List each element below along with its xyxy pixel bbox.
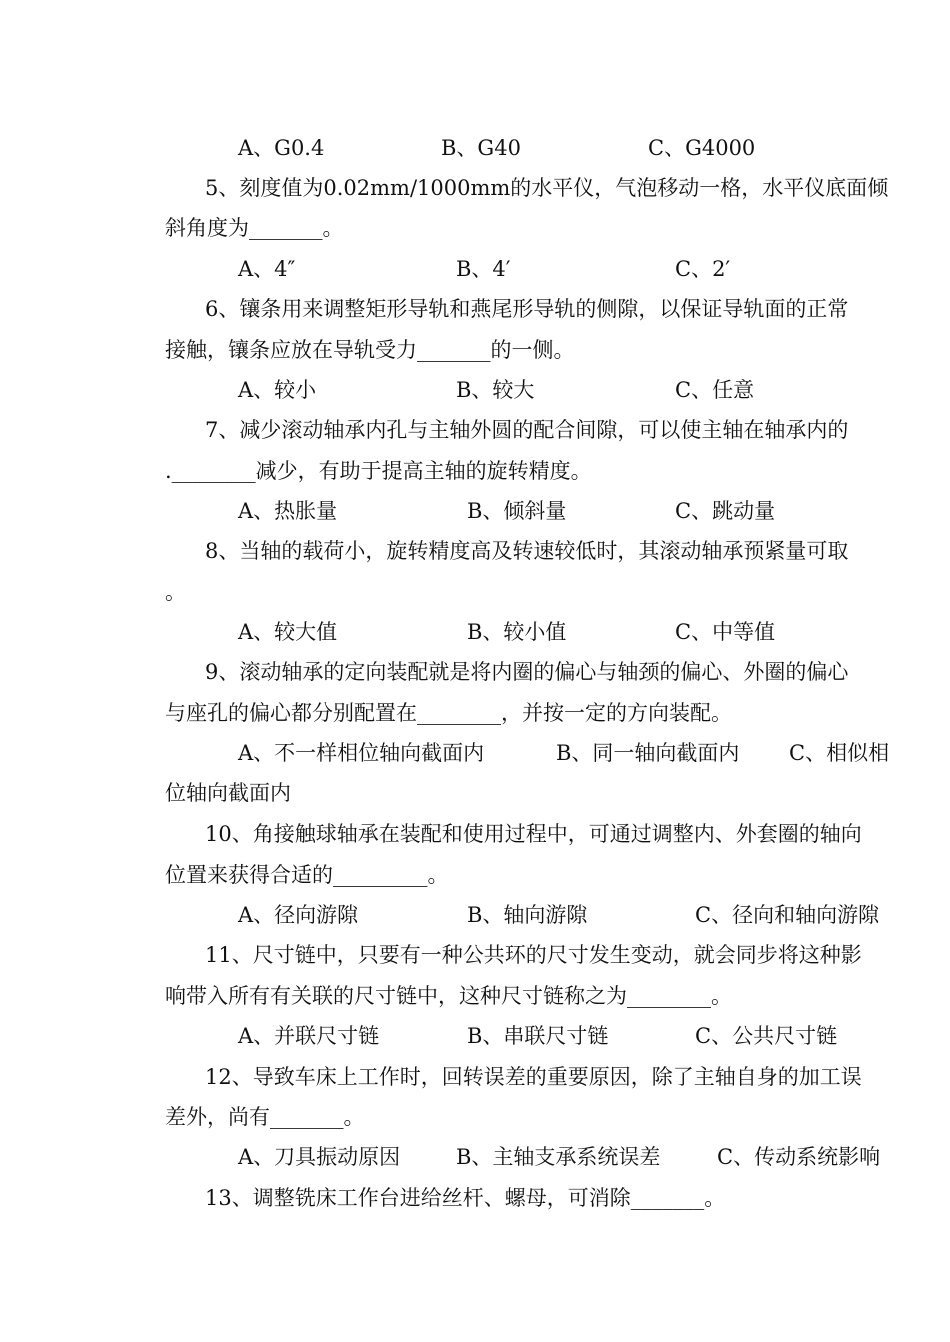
answer-option: B、同一轴向截面内 — [556, 741, 740, 765]
answer-option: A、并联尺寸链 — [238, 1024, 380, 1048]
answer-option: C、径向和轴向游隙 — [695, 903, 880, 927]
answer-options-row — [0, 133, 950, 163]
text-line: 与座孔的偏心都分别配置在________，并按一定的方向装配。 — [165, 701, 732, 725]
answer-option: A、不一样相位轴向截面内 — [238, 741, 485, 765]
text-line: 响带入所有有关联的尺寸链中，这种尺寸链称之为________。 — [165, 984, 732, 1008]
text-line: 接触，镶条应放在导轨受力_______的一侧。 — [165, 338, 575, 362]
answer-option: B、4′ — [456, 257, 511, 281]
answer-options-row — [0, 900, 950, 930]
text-line: 位置来获得合适的_________。 — [165, 863, 449, 887]
text-line: 8、当轴的载荷小，旋转精度高及转速较低时，其滚动轴承预紧量可取 — [205, 539, 849, 563]
text-line: 位轴向截面内 — [165, 781, 291, 805]
answer-option: A、较小 — [238, 378, 317, 402]
answer-options-row — [0, 375, 950, 405]
answer-option: C、公共尺寸链 — [695, 1024, 838, 1048]
answer-option: B、串联尺寸链 — [467, 1024, 609, 1048]
answer-option: A、热胀量 — [238, 499, 338, 523]
answer-option: C、任意 — [675, 378, 755, 402]
answer-options-row — [0, 496, 950, 526]
text-line: 11、尺寸链中，只要有一种公共环的尺寸发生变动，就会同步将这种影 — [205, 943, 862, 967]
answer-option: C、跳动量 — [675, 499, 776, 523]
text-line: 10、角接触球轴承在装配和使用过程中，可通过调整内、外套圈的轴向 — [205, 822, 862, 846]
text-line: 6、镶条用来调整矩形导轨和燕尾形导轨的侧隙，以保证导轨面的正常 — [205, 297, 849, 321]
text-line: .________减少，有助于提高主轴的旋转精度。 — [165, 459, 592, 483]
answer-option: A、较大值 — [238, 620, 338, 644]
answer-option: C、相似相 — [789, 741, 890, 765]
text-line: 。 — [165, 580, 186, 604]
answer-option: A、径向游隙 — [238, 903, 359, 927]
answer-option: B、较大 — [456, 378, 535, 402]
text-line: 9、滚动轴承的定向装配就是将内圈的偏心与轴颈的偏心、外圈的偏心 — [205, 660, 849, 684]
text-line: 13、调整铣床工作台进给丝杆、螺母，可消除_______。 — [205, 1186, 726, 1210]
answer-option: A、刀具振动原因 — [238, 1145, 401, 1169]
text-line: 斜角度为_______。 — [165, 216, 344, 240]
answer-option: B、轴向游隙 — [467, 903, 588, 927]
text-line: 差外，尚有_______。 — [165, 1105, 365, 1129]
answer-option: B、G40 — [441, 136, 521, 160]
answer-options-row — [0, 617, 950, 647]
answer-option: B、较小值 — [467, 620, 567, 644]
answer-option: C、传动系统影响 — [717, 1145, 881, 1169]
answer-option: A、G0.4 — [238, 136, 325, 160]
answer-options-row — [0, 1021, 950, 1051]
text-line: 5、刻度值为0.02mm/1000mm的水平仪，气泡移动一格，水平仪底面倾 — [205, 176, 889, 200]
answer-options-row — [0, 738, 950, 768]
text-line: 7、减少滚动轴承内孔与主轴外圆的配合间隙，可以使主轴在轴承内的 — [205, 418, 849, 442]
text-line: 12、导致车床上工作时，回转误差的重要原因，除了主轴自身的加工误 — [205, 1065, 862, 1089]
answer-options-row — [0, 1142, 950, 1172]
answer-option: A、4″ — [238, 257, 296, 281]
answer-option: C、2′ — [675, 257, 731, 281]
answer-option: C、G4000 — [648, 136, 756, 160]
answer-options-row — [0, 254, 950, 284]
answer-option: B、倾斜量 — [467, 499, 567, 523]
answer-option: B、主轴支承系统误差 — [456, 1145, 661, 1169]
answer-option: C、中等值 — [675, 620, 776, 644]
